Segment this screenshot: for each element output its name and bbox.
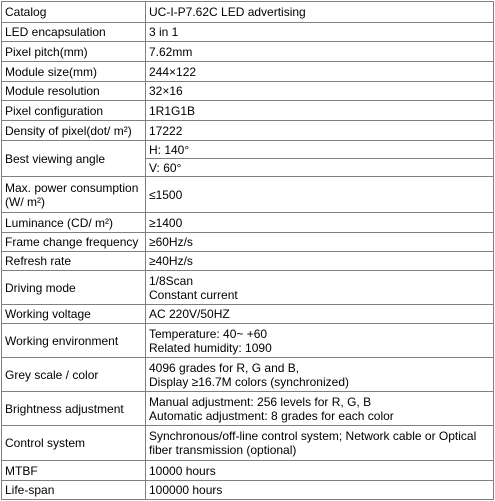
row-value: 32×16 xyxy=(146,82,494,101)
table-row xyxy=(2,481,494,500)
row-value: AC 220V/50HZ xyxy=(146,305,494,324)
row-value: Temperature: 40~ +60 Related humidity: 1090 xyxy=(146,324,494,358)
table-row xyxy=(2,426,494,461)
table-row xyxy=(2,392,494,426)
row-value: 10000 hours xyxy=(146,461,494,481)
row-label: Pixel pitch(mm) xyxy=(2,42,146,62)
table-row xyxy=(2,23,494,42)
row-label: Working voltage xyxy=(2,305,146,324)
table-row xyxy=(2,305,494,324)
row-label: Catalog xyxy=(2,2,146,23)
row-value: ≥60Hz/s xyxy=(146,233,494,252)
table-row xyxy=(2,82,494,101)
row-label: Control system xyxy=(2,426,146,461)
row-label: Pixel configuration xyxy=(2,101,146,121)
row-value: 244×122 xyxy=(146,62,494,82)
row-label: Max. power consumption (W/ m²) xyxy=(2,177,146,213)
table-row xyxy=(2,121,494,141)
row-value: ≤1500 xyxy=(146,177,494,213)
row-value: V: 60° xyxy=(146,159,494,177)
row-label: Life-span xyxy=(2,481,146,500)
row-label: Module size(mm) xyxy=(2,62,146,82)
row-value: ≥1400 xyxy=(146,213,494,233)
row-label: Module resolution xyxy=(2,82,146,101)
row-value: ≥40Hz/s xyxy=(146,252,494,271)
table-row xyxy=(2,324,494,358)
row-value: H: 140° xyxy=(146,141,494,159)
table-row xyxy=(2,42,494,62)
row-value: 100000 hours xyxy=(146,481,494,500)
table-row xyxy=(2,62,494,82)
row-label: Driving mode xyxy=(2,271,146,305)
row-label: LED encapsulation xyxy=(2,23,146,42)
row-value: 1/8Scan Constant current xyxy=(146,271,494,305)
row-value: 17222 xyxy=(146,121,494,141)
table-row xyxy=(2,213,494,233)
row-value: Manual adjustment: 256 levels for R, G, B Automatic adjustment: 8 grades for each color xyxy=(146,392,494,426)
row-label: Working environment xyxy=(2,324,146,358)
row-value: Synchronous/off-line control system; Network cable or Optical fiber transmission (optional) xyxy=(146,426,494,461)
table-row xyxy=(2,271,494,305)
row-label: Brightness adjustment xyxy=(2,392,146,426)
row-label: Frame change frequency xyxy=(2,233,146,252)
row-label: Grey scale / color xyxy=(2,358,146,392)
row-label: MTBF xyxy=(2,461,146,481)
row-value: UC-I-P7.62C LED advertising xyxy=(146,2,494,23)
row-value: 7.62mm xyxy=(146,42,494,62)
spec-table xyxy=(1,1,494,500)
table-row xyxy=(2,177,494,213)
table-row xyxy=(2,2,494,23)
table-row xyxy=(2,461,494,481)
row-value: 1R1G1B xyxy=(146,101,494,121)
row-value: 4096 grades for R, G and B, Display ≥16.7M colors (synchronized) xyxy=(146,358,494,392)
row-label: Density of pixel(dot/ m²) xyxy=(2,121,146,141)
row-label: Luminance (CD/ m²) xyxy=(2,213,146,233)
table-row xyxy=(2,141,494,159)
row-value: 3 in 1 xyxy=(146,23,494,42)
table-row xyxy=(2,252,494,271)
row-label: Refresh rate xyxy=(2,252,146,271)
table-row xyxy=(2,358,494,392)
table-row xyxy=(2,101,494,121)
row-label: Best viewing angle xyxy=(2,141,146,177)
table-row xyxy=(2,233,494,252)
